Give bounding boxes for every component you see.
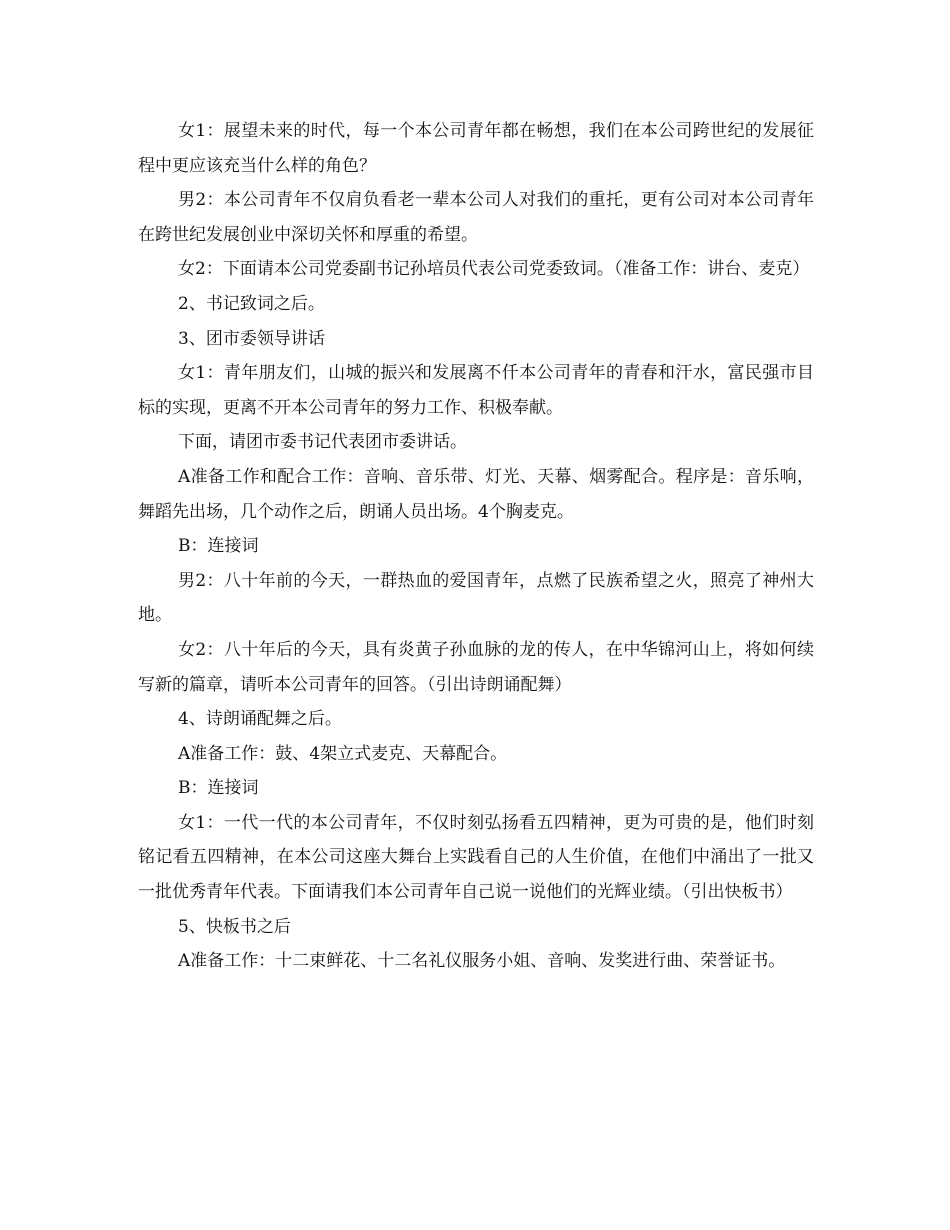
paragraph: 女2：下面请本公司党委副书记孙培员代表公司党委致词。（准备工作：讲台、麦克） [178, 259, 810, 280]
paragraph: 5、快板书之后 [178, 916, 291, 937]
paragraph: B：连接词 [178, 536, 259, 557]
paragraph: A准备工作和配合工作：音响、音乐带、灯光、天幕、烟雾配合。程序是：音乐响，舞蹈先出场，几个动作之后，朗诵人员出场。4个胸麦克。 [138, 466, 814, 522]
paragraph: 女2：八十年后的今天，具有炎黄子孙血脉的龙的传人，在中华锦河山上，将如何续写新的篇章，请听本公司青年的回答。（引出诗朗诵配舞） [138, 639, 814, 695]
paragraph: 女1：展望未来的时代，每一个本公司青年都在畅想，我们在本公司跨世纪的发展征程中更应该充当什么样的角色？ [138, 121, 814, 176]
paragraph: 男2：八十年前的今天，一群热血的爱国青年，点燃了民族希望之火，照亮了神州大地。 [138, 570, 814, 626]
paragraph: 2、书记致词之后。 [178, 293, 325, 314]
paragraph: 3、团市委领导讲话 [178, 328, 325, 349]
paragraph: A准备工作：十二束鲜花、十二名礼仪服务小姐、音响、发奖进行曲、荣誉证书。 [178, 951, 786, 972]
paragraph: 女1：青年朋友们，山城的振兴和发展离不仟本公司青年的青春和汗水，富民强市目标的实现，更离不开本公司青年的努力工作、积极奉献。 [138, 363, 814, 418]
paragraph: 男2：本公司青年不仅肩负看老一辈本公司人对我们的重托，更有公司对本公司青年在跨世纪发展创业中深切关怀和厚重的希望。 [138, 190, 814, 245]
document-body [138, 114, 814, 979]
paragraph: 4、诗朗诵配舞之后。 [178, 709, 342, 730]
paragraph: A准备工作：鼓、4架立式麦克、天幕配合。 [178, 743, 508, 764]
paragraph: 女1：一代一代的本公司青年，不仅时刻弘扬看五四精神，更为可贵的是，他们时刻铭记看五四精神，在本公司这座大舞台上实践看自己的人生价值，在他们中涌出了一批又一批优秀青年代表。下面请我们本公司青年自己说一说他们的光辉业绩。（引出快板书） [138, 812, 814, 903]
paragraph: B：连接词 [178, 778, 259, 799]
paragraph: 下面，请团市委书记代表团市委讲话。 [178, 432, 467, 453]
